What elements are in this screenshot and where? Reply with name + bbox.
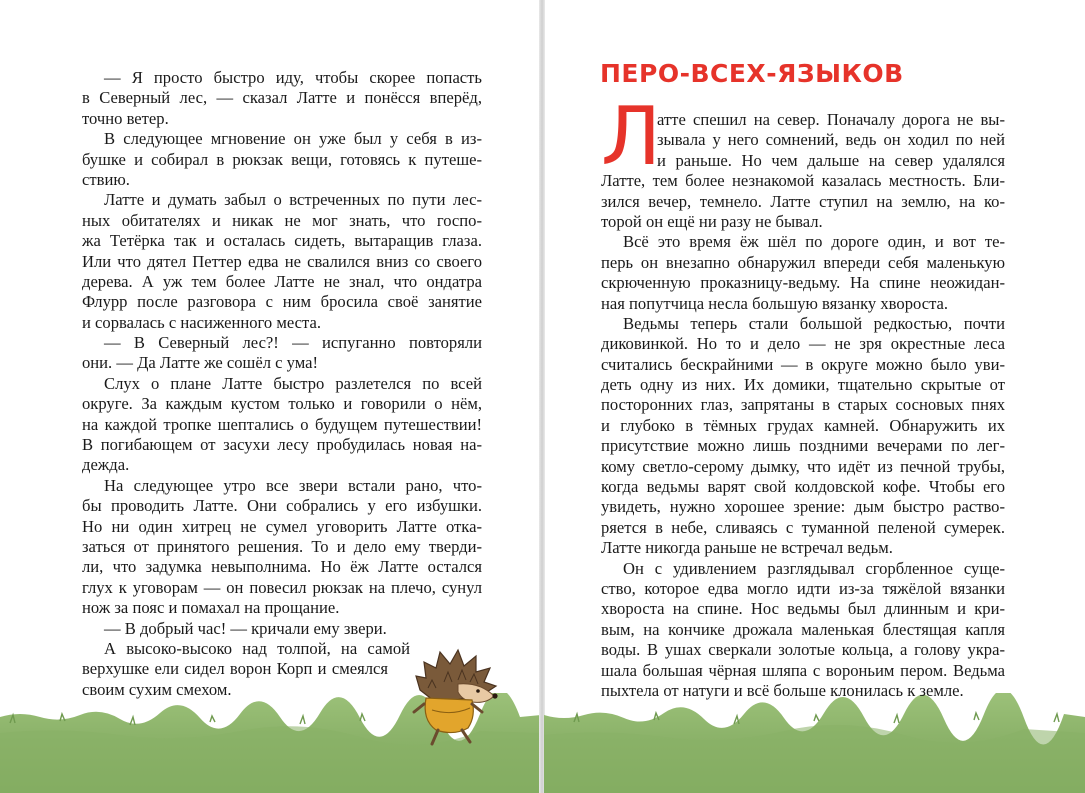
text-line: округе. За каждым кустом только и говорили о нём, bbox=[82, 394, 482, 414]
text-line: воды. В ушах сверкали золотые кольца, а голову укра- bbox=[601, 640, 1005, 660]
text-line: ли, что задумка невыполнима. Но ёж Латте остался bbox=[82, 557, 482, 577]
text-line: хвороста на спине. Нос ведьмы был длинным и кри- bbox=[601, 599, 1005, 619]
text-line: ная попутчица несла большую вязанку хвороста. bbox=[601, 293, 949, 313]
text-line: на каждой тропке шептались о будущем путешествии! bbox=[82, 414, 482, 434]
text-line: Всё это время ёж шёл по дороге один, и вот те- bbox=[623, 232, 1005, 252]
text-line: жа Тетёрка так и осталась сидеть, вытаращив глаза. bbox=[82, 231, 482, 251]
text-line: и раньше. Но чем дальше на север удалялся bbox=[657, 150, 1005, 170]
text-line: Ведьмы теперь стали большой редкостью, почти bbox=[623, 313, 1005, 333]
text-line: диковинкой. Но то и дело — не зря окрестные леса bbox=[601, 334, 1005, 354]
text-line: На следующее утро все звери встали рано, что- bbox=[104, 475, 482, 495]
chapter-title: ПЕРО-ВСЕХ-ЯЗЫКОВ bbox=[600, 59, 904, 88]
text-line: ствию. bbox=[82, 169, 130, 189]
text-line: В следующее мгновение он уже был у себя в из- bbox=[104, 129, 482, 149]
text-line: — В Северный лес?! — испуганно повторяли bbox=[104, 333, 482, 353]
text-line: точно ветер. bbox=[82, 108, 169, 128]
text-line: считались бескрайними — в округе можно было уви- bbox=[601, 354, 1005, 374]
text-line: В погибающем от засухи лесу пробудилась новая на- bbox=[82, 435, 482, 455]
text-line: в Северный лес, — сказал Латте и понёсся вперёд, bbox=[82, 88, 482, 108]
text-line: — В добрый час! — кричали ему звери. bbox=[104, 618, 387, 638]
text-line: Флурр после разговора с ним бросила своё занятие bbox=[82, 292, 482, 312]
grass-ground-right bbox=[544, 693, 1085, 793]
text-line: ных обитателях и никак не мог знать, что госпо- bbox=[82, 210, 482, 230]
text-line: верхушке ели сидел ворон Корп и смеялся bbox=[82, 659, 388, 679]
text-line: увидеть, нужно хорошее зрение: дым быстро раство- bbox=[601, 497, 1005, 517]
text-line: торой он ещё ни разу не бывал. bbox=[601, 211, 823, 231]
text-line: шала большая чёрная шляпа с вороньим пером. Ведьма bbox=[601, 660, 1005, 680]
left-page bbox=[0, 0, 541, 793]
text-line: Или что дятел Петтер едва не свалился вниз со своего bbox=[82, 251, 482, 271]
right-page bbox=[544, 0, 1085, 793]
text-line: когда ведьмы варят свой колдовской кофе. Чтобы его bbox=[601, 477, 1005, 497]
right-page-text bbox=[601, 110, 1005, 701]
text-line: кому светло-серому дымку, что идёт из печной трубы, bbox=[601, 456, 1005, 476]
text-line: Но ни один хитрец не сумел уговорить Латте отка- bbox=[82, 516, 482, 536]
text-line: и глубоко в тёмных грудах камней. Обнаружить их bbox=[601, 415, 1005, 435]
text-line: вым, на кончике дрожала маленькая блестящая капля bbox=[601, 619, 1005, 639]
text-line: Латте и думать забыл о встреченных по пути лес- bbox=[104, 190, 482, 210]
text-line: зился вечер, темнело. Латте ступил на землю, на ко- bbox=[601, 191, 1005, 211]
text-line: деть одну из них. Их домики, тщательно скрытые от bbox=[601, 375, 1005, 395]
text-line: дежда. bbox=[82, 455, 130, 475]
text-line: они. — Да Латте же сошёл с ума! bbox=[82, 353, 318, 373]
text-line: глух к уговорам — он повесил рюкзак на плечо, сунул bbox=[82, 577, 482, 597]
text-line: атте спешил на север. Поначалу дорога не вы- bbox=[657, 110, 1005, 129]
text-line: присутствие можно лишь поздними вечерами по лег- bbox=[601, 436, 1005, 456]
text-line: — Я просто быстро иду, чтобы скорее попасть bbox=[104, 68, 482, 87]
drop-cap: Л bbox=[601, 90, 662, 183]
text-line: ряется в небе, сливаясь с туманной пеленой сумерек. bbox=[601, 517, 1005, 537]
text-line: своим сухим смехом. bbox=[82, 679, 232, 699]
text-line: зывала у него сомнений, ведь он ходил по ней bbox=[657, 130, 1005, 150]
text-line: пыхтела от натуги и всё больше клонилась к земле. bbox=[601, 680, 964, 700]
text-line: скрюченную проказницу-ведьму. На спине неожидан- bbox=[601, 273, 1005, 293]
text-line: и сорвалась с насиженного места. bbox=[82, 312, 321, 332]
text-line: посторонних глаз, запрятаны в старых сосновых пнях bbox=[601, 395, 1005, 415]
text-line: Слух о плане Латте быстро разлетелся по всей bbox=[104, 373, 482, 393]
text-line: Он с удивлением разглядывал сгорбленное суще- bbox=[623, 558, 1005, 578]
text-line: Латте, тем более незнакомой казалась местность. Бли- bbox=[601, 171, 1005, 191]
text-line: бы проводить Латте. Они собрались у его избушки. bbox=[82, 496, 482, 516]
text-line: заться от принятого решения. То и дело ему тверди- bbox=[82, 536, 482, 556]
text-line: ство, которое едва могло идти из-за тяжёлой вязанки bbox=[601, 578, 1005, 598]
text-line: Латте никогда раньше не встречал ведьм. bbox=[601, 538, 893, 558]
text-line: А высоко-высоко над толпой, на самой bbox=[104, 638, 410, 658]
text-line: дерева. А уж тем более Латте не знал, что ондатра bbox=[82, 271, 482, 291]
text-line: нож за пояс и помахал на прощание. bbox=[82, 598, 340, 618]
text-line: перь он внезапно обнаружил впереди себя маленькую bbox=[601, 252, 1005, 272]
text-line: бушке и собирал в рюкзак вещи, готовясь к путеше- bbox=[82, 149, 482, 169]
left-page-text bbox=[82, 68, 482, 700]
